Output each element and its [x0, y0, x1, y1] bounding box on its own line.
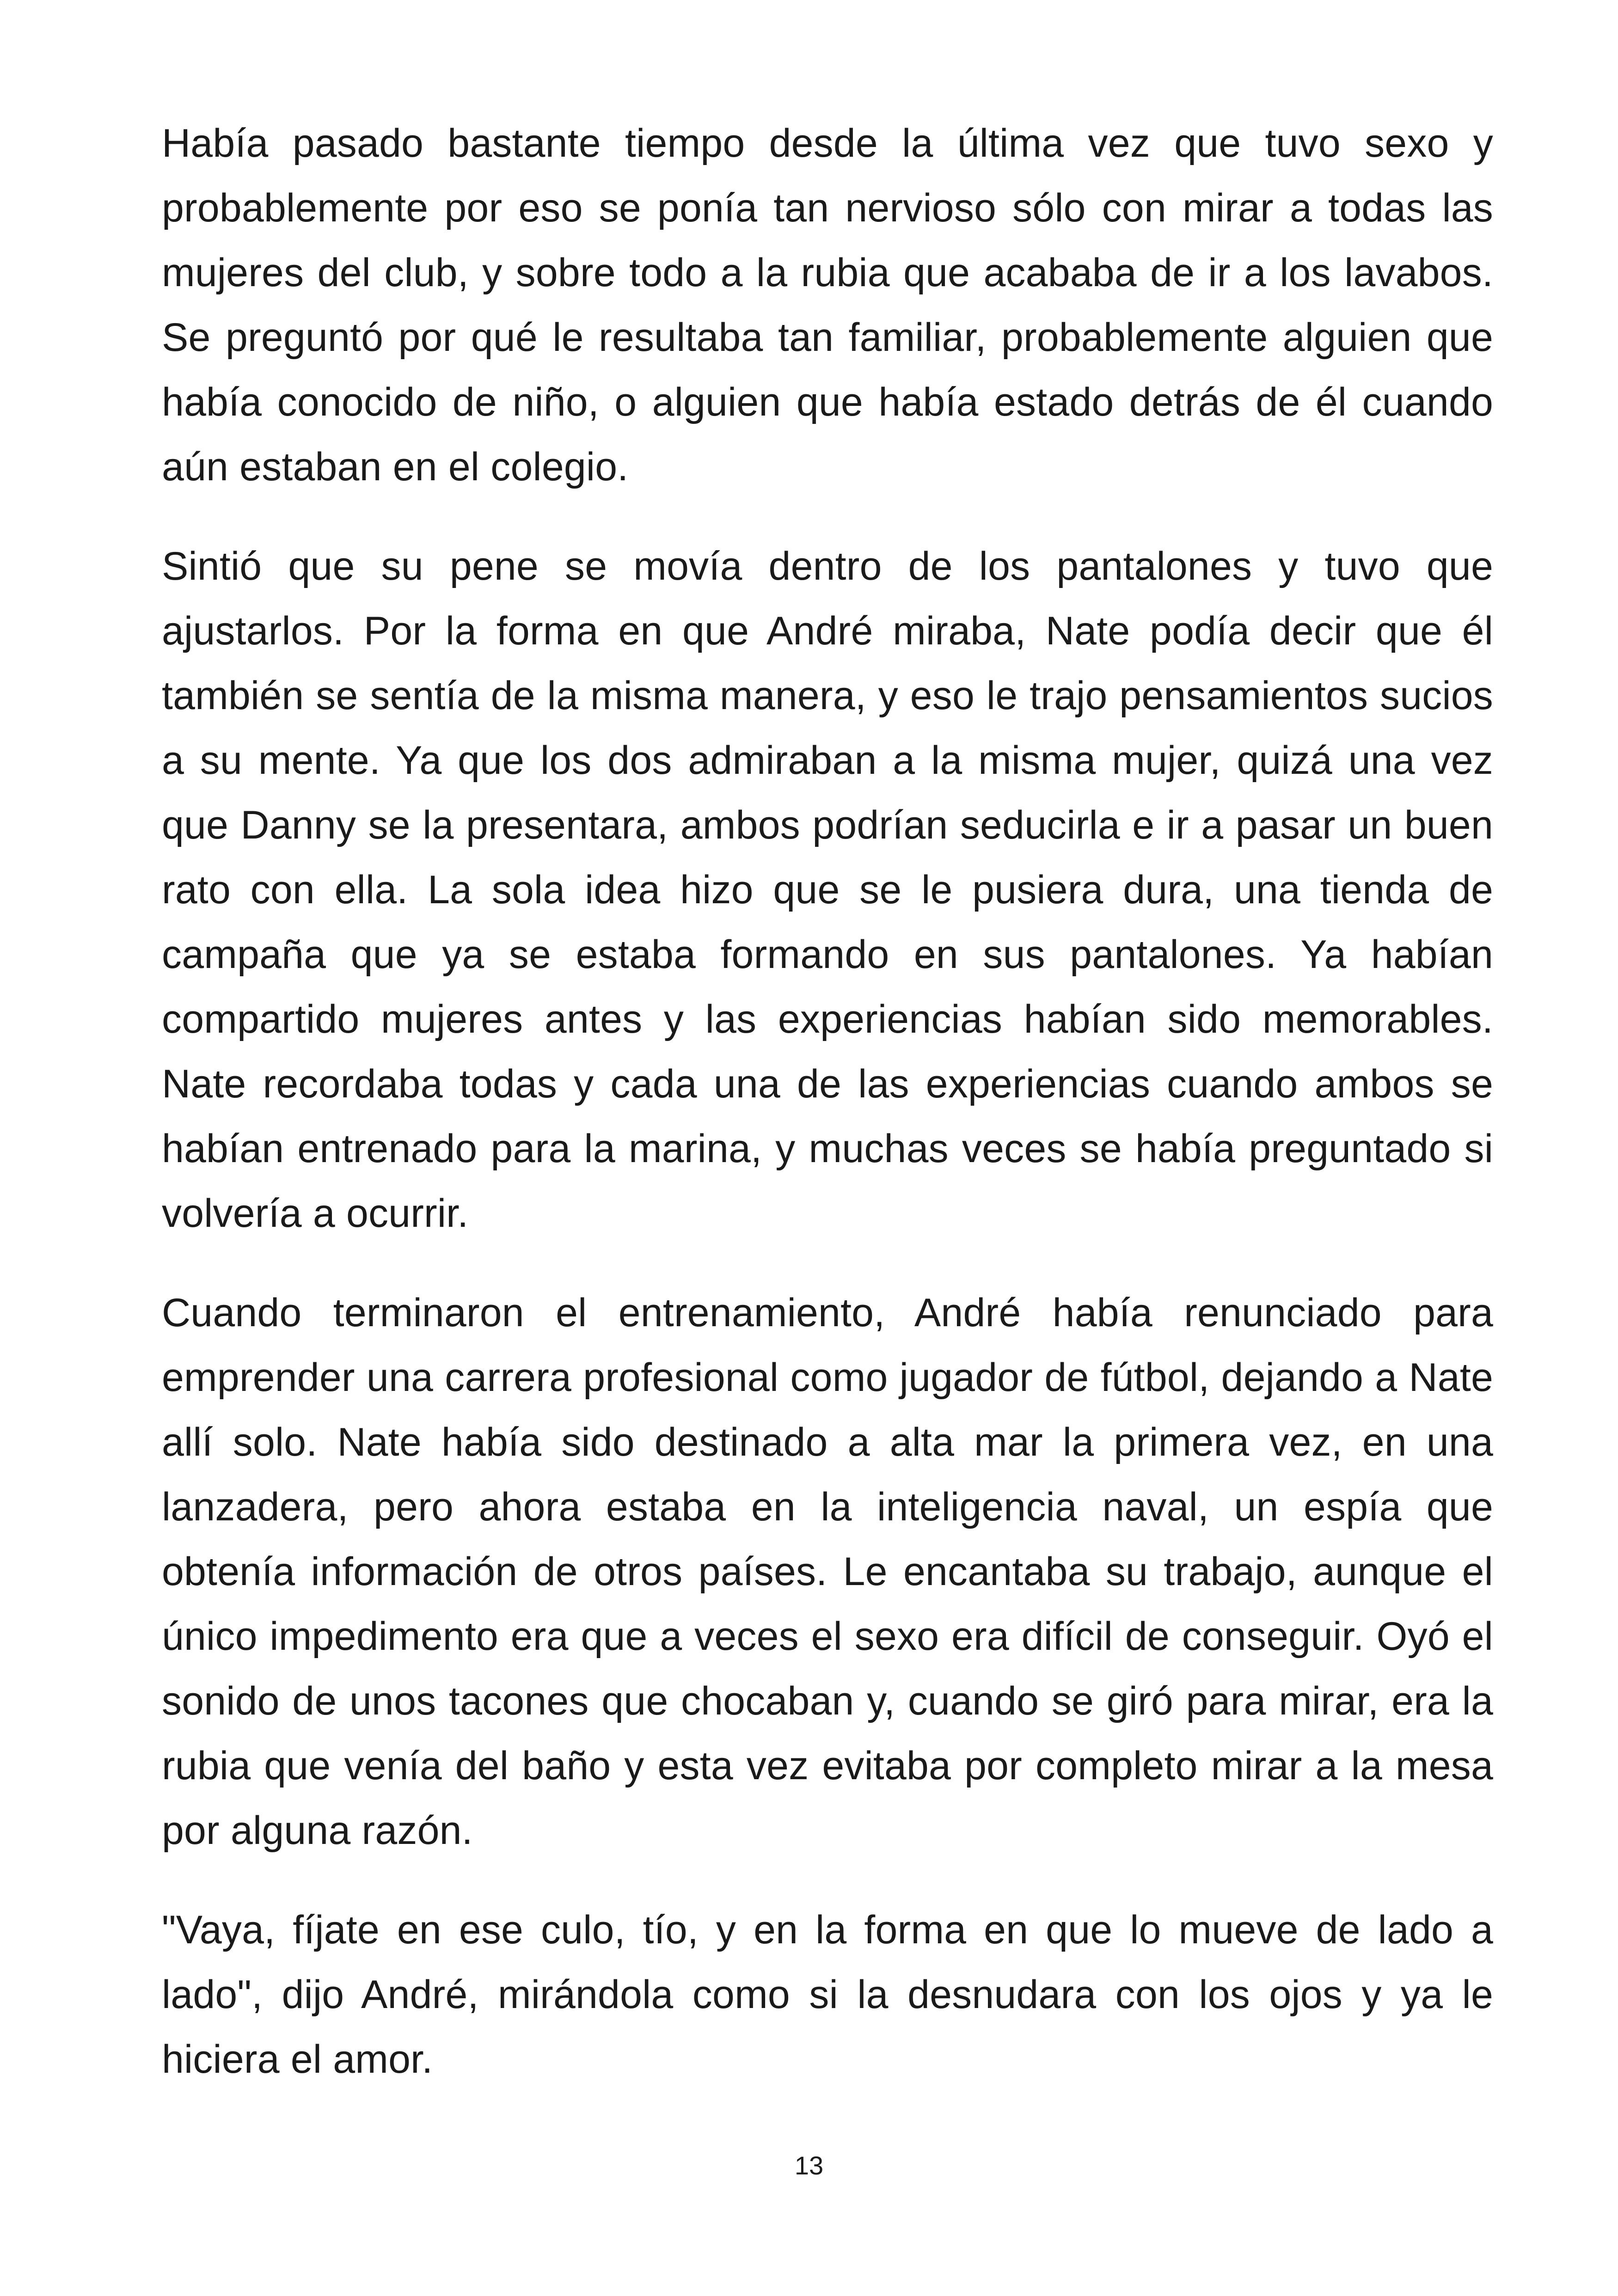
page-number: 13: [794, 2151, 824, 2180]
paragraph-3: Cuando terminaron el entrenamiento, André había renunciado para emprender una carrera profesional como jugador de fútbol, dejando a Nate allí solo. Nate había sido destinado a alta mar la primera vez, en una lanzadera, pero ahora estaba en la inteligencia naval, un espía que obtenía información de otros países. Le encantaba su trabajo, aunque el único impedimento era que a veces el sexo era difícil de conseguir. Oyó el sonido de unos tacones que chocaban y, cuando se giró para mirar, era la rubia que venía del baño y esta vez evitaba por completo mirar a la mesa por alguna razón.: [162, 1291, 1493, 1853]
paragraph-4: "Vaya, fíjate en ese culo, tío, y en la forma en que lo mueve de lado a lado", dijo André, mirándola como si la desnudara con los ojos y ya le hiciera el amor.: [162, 1908, 1493, 2082]
paragraph-2: Sintió que su pene se movía dentro de los pantalones y tuvo que ajustarlos. Por la forma en que André miraba, Nate podía decir que él también se sentía de la misma manera, y eso le trajo pensamientos sucios a su mente. Ya que los dos admiraban a la misma mujer, quizá una vez que Danny se la presentara, ambos podrían seducirla e ir a pasar un buen rato con ella. La sola idea hizo que se le pusiera dura, una tienda de campaña que ya se estaba formando en sus pantalones. Ya habían compartido mujeres antes y las experiencias habían sido memorables. Nate recordaba todas y cada una de las experiencias cuando ambos se habían entrenado para la marina, y muchas veces se había preguntado si volvería a ocurrir.: [162, 544, 1493, 1236]
body-text: [162, 111, 1493, 2126]
paragraph-1: Había pasado bastante tiempo desde la última vez que tuvo sexo y probablemente por eso se ponía tan nervioso sólo con mirar a todas las mujeres del club, y sobre todo a la rubia que acababa de ir a los lavabos. Se preguntó por qué le resultaba tan familiar, probablemente alguien que había conocido de niño, o alguien que había estado detrás de él cuando aún estaban en el colegio.: [162, 121, 1493, 489]
